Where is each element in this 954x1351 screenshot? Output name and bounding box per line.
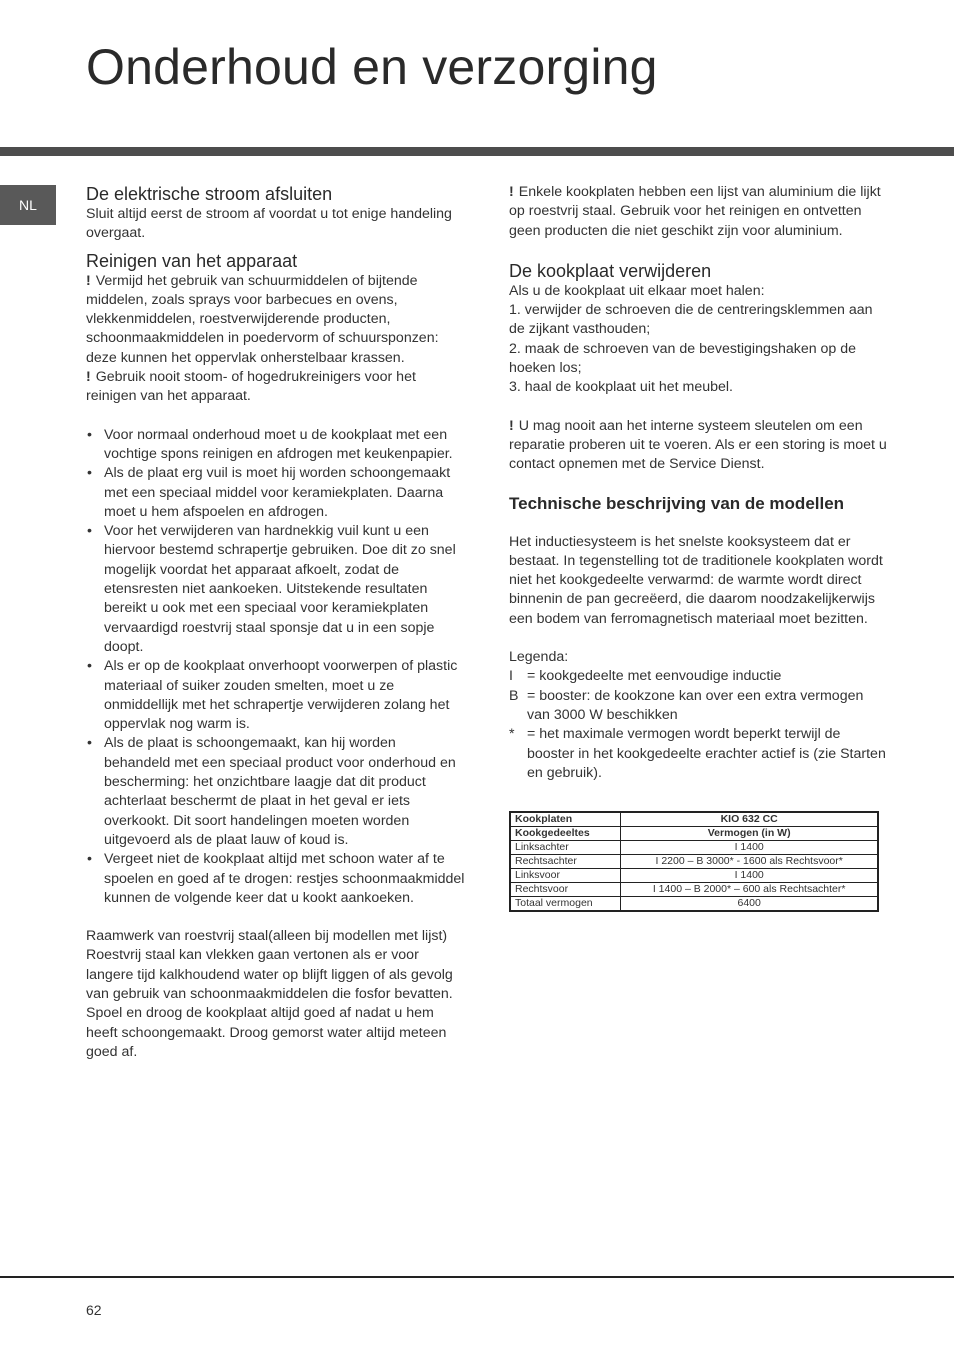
warning-icon: ! xyxy=(86,272,91,289)
table-row: Kookgedeeltes Vermogen (in W) xyxy=(510,827,878,841)
language-tab: NL xyxy=(0,185,56,225)
table-row: Linksachter I 1400 xyxy=(510,841,878,855)
section-heading-removal: De kookplaat verwijderen xyxy=(509,260,712,281)
section-heading-technical: Technische beschrijving van de modellen xyxy=(509,493,845,513)
list-item: • Als de plaat is schoongemaakt, kan hij worden behandeld met een speciaal product voor onderhoud en bescherming: het onzichtbare laagje dat dit product achterlaat beschermt de plaat in het geval er iets overkookt. Dit soort handelingen moeten worden uitgevoerd als de plaat lauw of koud is. xyxy=(87,735,456,848)
page-title: Onderhoud en verzorging xyxy=(86,39,658,95)
left-column xyxy=(86,183,466,1062)
legend-title: Legenda: xyxy=(509,649,569,666)
list-item: • Vergeet niet de kookplaat altijd met schoon water af te spoelen en goed af te drogen: restjes schoonmaakmiddel kunnen de volgende keer dat u kookt aankoeken. xyxy=(87,851,465,906)
cleaning-list xyxy=(86,426,466,908)
legend-item: I = kookgedeelte met eenvoudige inductie xyxy=(509,668,782,685)
warning-icon: ! xyxy=(509,184,514,200)
header-divider xyxy=(0,147,954,156)
bullet-icon: • xyxy=(87,523,92,540)
bullet-icon: • xyxy=(87,465,92,482)
removal-intro: Als u de kookplaat uit elkaar moet halen: xyxy=(509,282,765,299)
removal-step: 1. verwijder de schroeven die de centreringsklemmen aan de zijkant vasthouden; xyxy=(509,302,873,338)
bullet-icon: • xyxy=(87,851,92,868)
section-heading-cleaning: Reinigen van het apparaat xyxy=(86,250,298,271)
power-table xyxy=(509,811,879,912)
bullet-icon: • xyxy=(87,658,92,675)
table-row: Totaal vermogen 6400 xyxy=(510,897,878,912)
table-row: Rechtsachter I 2200 – B 3000* - 1600 als Rechtsvoor* xyxy=(510,855,878,869)
list-item: • Als de plaat erg vuil is moet hij worden schoongemaakt met een speciaal middel voor keramiekplaten. Daarna moet u hem afspoelen en afdrogen. xyxy=(87,465,451,520)
list-item: • Als er op de kookplaat onverhoopt voorwerpen of plastic materiaal of suiker zouden smelten, moet u ze onmiddellijk met het schrapertje verwijderen zolang het oppervlak nog warm is. xyxy=(87,658,458,733)
legend-item: B = booster: de kookzone kan over een extra vermogen van 3000 W beschikken xyxy=(509,687,864,723)
list-item: • Voor normaal onderhoud moet u de kookplaat met een vochtige spons reinigen en afdrogen met keukenpapier. xyxy=(87,426,453,462)
right-column xyxy=(509,183,889,912)
bullet-icon: • xyxy=(87,426,92,443)
removal-step: 2. maak de schroeven van de bevestigingshaken op de hoeken los; xyxy=(509,340,857,377)
footer-divider xyxy=(0,1276,954,1278)
technical-text: Het inductiesysteem is het snelste kooksysteem dat er bestaat. In tegenstelling tot de traditionele kookplaten wordt niet het kookgedeelte verwarmd: de warmte wordt direct binnenin de pan gecreëerd, die daarom noodzakelijkerwijs een bodem van ferromagnetisch materiaal moet bezitten. xyxy=(509,533,883,627)
table-row: Linksvoor I 1400 xyxy=(510,869,878,883)
bullet-icon: • xyxy=(87,735,92,752)
removal-step: 3. haal de kookplaat uit het meubel. xyxy=(509,379,734,396)
rinse-text: Spoel en droog de kookplaat altijd goed af nadat u hem heeft schoongemaakt. Droog gemorst water altijd meteen goed af. xyxy=(86,1005,447,1060)
cleaning-warning-1: ! Vermijd het gebruik van schuurmiddelen of bijtende middelen, zoals sprays voor barbecues en ovens, vlekkenmiddelen, roestverwijderende producten, schoonmaakmiddelen in poedervorm of schuursponzen: deze kunnen het oppervlak onherstelbaar krassen. xyxy=(86,272,439,366)
aluminium-warning: ! Enkele kookplaten hebben een lijst van aluminium die lijkt op roestvrij staal. Gebruik voor het reinigen en ontvetten geen producten die niet geschikt zijn voor aluminium. xyxy=(509,184,881,239)
frame-text: Raamwerk van roestvrij staal(alleen bij modellen met lijst) xyxy=(86,928,448,945)
service-warning: ! U mag nooit aan het interne systeem sleutelen om een reparatie proberen uit te voeren. Als er een storing is moet u contact opnemen met de Service Dienst. xyxy=(509,417,887,473)
legend-item: * = het maximale vermogen wordt beperkt terwijl de booster in het kookgedeelte erachter actief is (zie Starten en gebruik). xyxy=(509,726,886,781)
warning-icon: ! xyxy=(86,369,91,386)
page-number: 62 xyxy=(86,1302,102,1318)
table-row: Kookplaten KIO 632 CC xyxy=(510,812,878,827)
section-heading-power: De elektrische stroom afsluiten xyxy=(86,184,333,204)
warning-icon: ! xyxy=(509,417,514,434)
power-text: Sluit altijd eerst de stroom af voordat u tot enige handeling overgaat. xyxy=(86,206,452,242)
list-item: • Voor het verwijderen van hardnekkig vuil kunt u een hiervoor bestemd schrapertje gebruiken. Doe dit zo snel mogelijk voordat het apparaat afkoelt, zodat de etensresten niet aankoeken. Uitstekende resultaten bereikt u ook met een speciaal voor keramiekplaten vervaardigd roestvrij staal sponsje dat u in een sopje doopt. xyxy=(87,523,456,655)
cleaning-warning-2: ! Gebruik nooit stoom- of hogedrukreinigers voor het reinigen van het apparaat. xyxy=(86,369,416,405)
table-row: Rechtsvoor I 1400 – B 2000* – 600 als Rechtsachter* xyxy=(510,883,878,897)
stain-text: Roestvrij staal kan vlekken gaan vertonen als er voor langere tijd kalkhoudend water op blijft liggen of als gevolg van gebruik van schoonmaakmiddelen die fosfor bevatten. xyxy=(86,947,453,1002)
